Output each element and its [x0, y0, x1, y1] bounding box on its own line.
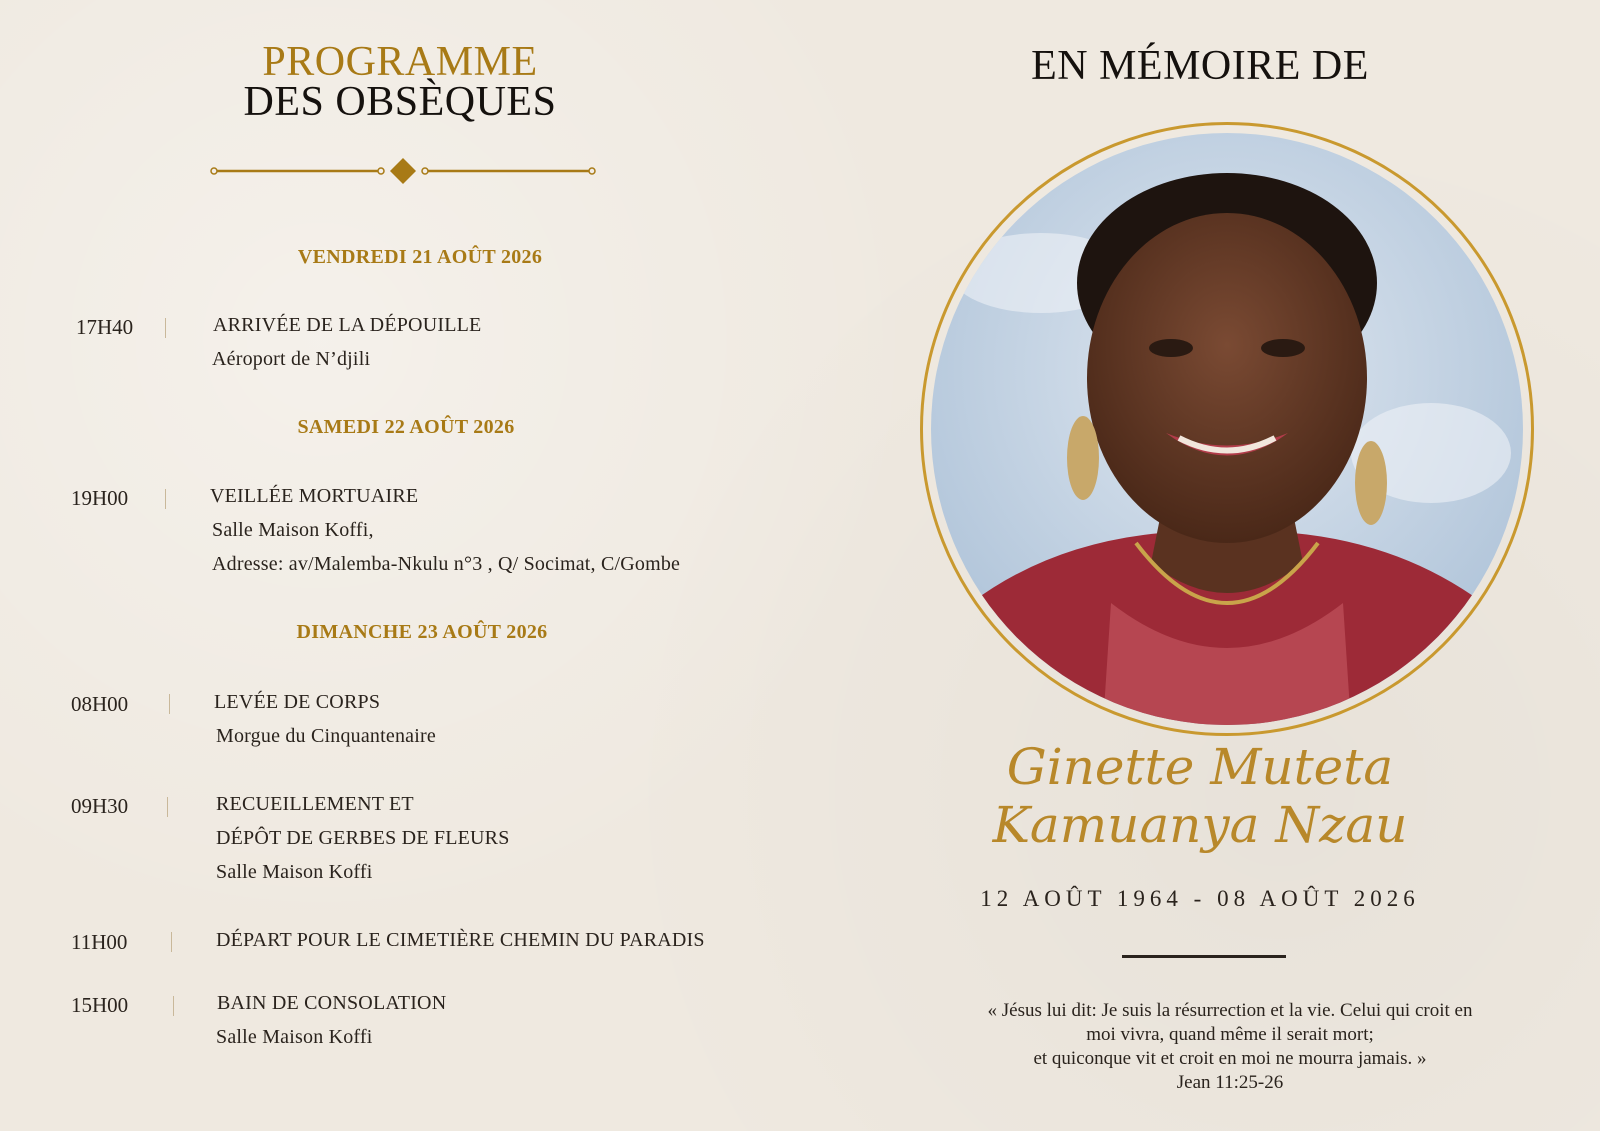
event-separator [167, 797, 168, 817]
event-location: Morgue du Cinquantenaire [216, 725, 436, 747]
event-separator [171, 932, 172, 952]
event-separator [165, 318, 166, 338]
event-location: Salle Maison Koffi, [212, 519, 374, 541]
day-heading-saturday: SAMEDI 22 AOÛT 2026 [297, 416, 515, 438]
event-time: 09H30 [71, 794, 129, 818]
event-title: ARRIVÉE DE LA DÉPOUILLE [213, 314, 482, 336]
scripture-quote-line3: et quiconque vit et croit en moi ne mourra jamais. » [1033, 1048, 1427, 1069]
program-title-line2: DES OBSÈQUES [243, 79, 557, 125]
life-dates: 12 AOÛT 1964 - 08 AOÛT 2026 [980, 886, 1420, 911]
event-title: LEVÉE DE CORPS [214, 691, 381, 713]
deceased-name-line1: Ginette Muteta [1006, 738, 1394, 796]
event-time: 19H00 [71, 486, 129, 510]
event-title: RECUEILLEMENT ET [216, 793, 414, 815]
event-time: 15H00 [71, 993, 129, 1017]
event-time: 17H40 [76, 315, 134, 339]
event-title-cont: DÉPÔT DE GERBES DE FLEURS [216, 827, 510, 849]
memorial-heading: EN MÉMOIRE DE [1031, 43, 1369, 89]
scripture-quote-line2: moi vivra, quand même il serait mort; [1086, 1024, 1374, 1045]
event-time: 11H00 [71, 930, 128, 954]
ornament-divider [210, 156, 596, 186]
program-title-line1: PROGRAMME [262, 39, 538, 85]
event-title: BAIN DE CONSOLATION [217, 992, 447, 1014]
day-heading-sunday: DIMANCHE 23 AOÛT 2026 [296, 621, 548, 643]
deceased-name-line2: Kamuanya Nzau [992, 796, 1408, 854]
event-title: DÉPART POUR LE CIMETIÈRE CHEMIN DU PARADIS [216, 929, 705, 951]
event-location: Aéroport de N’djili [212, 348, 371, 370]
event-location: Salle Maison Koffi [216, 1026, 373, 1048]
event-separator [165, 489, 166, 509]
event-location: Salle Maison Koffi [216, 861, 373, 883]
event-title: VEILLÉE MORTUAIRE [210, 485, 419, 507]
scripture-quote-line1: « Jésus lui dit: Je suis la résurrection et la vie. Celui qui croit en [987, 1000, 1473, 1021]
event-separator [173, 996, 174, 1016]
event-address: Adresse: av/Malemba-Nkulu n°3 , Q/ Socimat, C/Gombe [212, 553, 681, 575]
scripture-reference: Jean 11:25-26 [1176, 1072, 1284, 1093]
event-separator [169, 694, 170, 714]
event-time: 08H00 [71, 692, 129, 716]
day-heading-friday: VENDREDI 21 AOÛT 2026 [297, 246, 543, 268]
portrait-frame [920, 122, 1534, 736]
dates-underline [1122, 955, 1286, 958]
